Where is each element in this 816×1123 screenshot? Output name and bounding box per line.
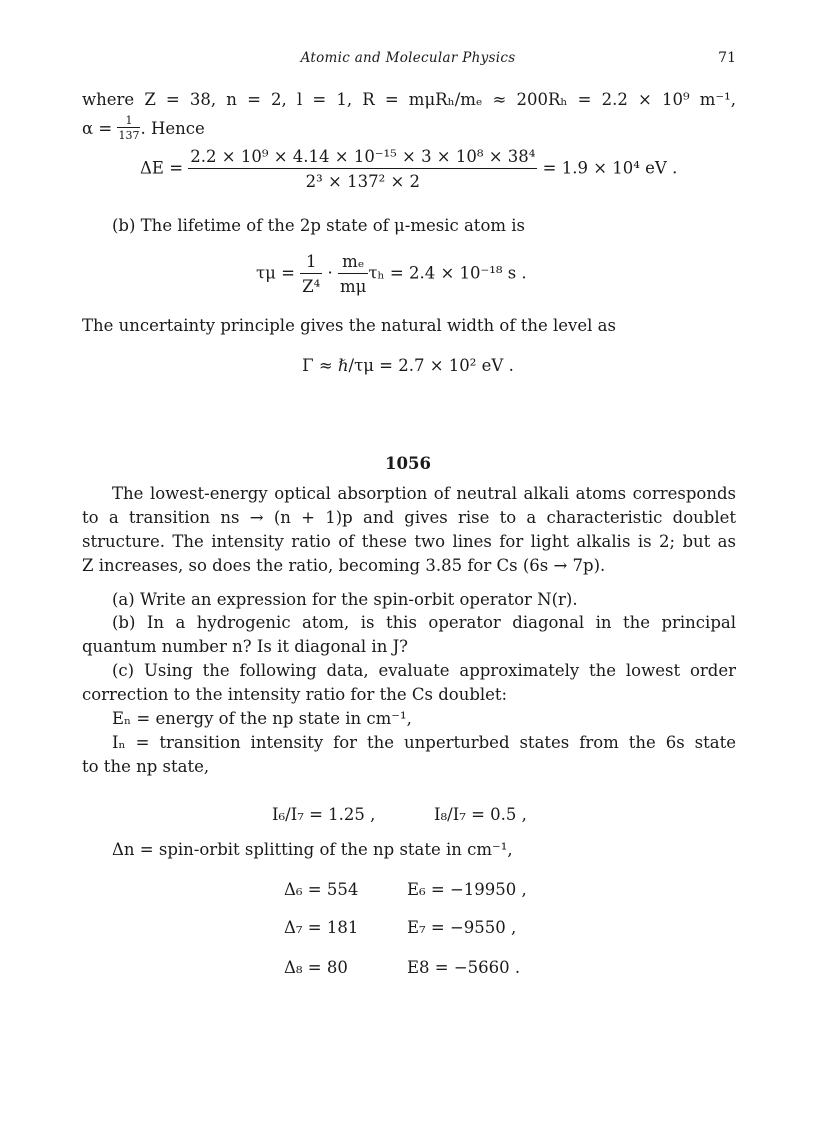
table-delta: Δ₆ = 554 — [284, 880, 359, 899]
equation-gamma: Γ ≈ ℏ/τμ = 2.7 × 10² eV . — [302, 356, 514, 375]
equation-rhs: = 1.9 × 10⁴ eV . — [542, 158, 678, 178]
fraction-numerator: mₑ — [338, 252, 368, 274]
definition-delta-n: Δn = spin-orbit splitting of the np state in cm⁻¹, — [112, 840, 513, 859]
running-header-title: Atomic and Molecular Physics — [300, 50, 516, 66]
fraction-denominator: mμ — [340, 277, 367, 296]
alpha-fraction — [117, 114, 140, 142]
ratio-i6-i7: I₆/I₇ = 1.25 , — [272, 805, 376, 824]
ratio-i8-i7: I₈/I₇ = 0.5 , — [434, 805, 527, 824]
fraction-denominator: Z⁴ — [302, 277, 321, 296]
part-b-line: quantum number n? Is it diagonal in J? — [82, 637, 409, 656]
problem-number: 1056 — [385, 454, 431, 473]
table-delta: Δ₇ = 181 — [284, 918, 359, 937]
part-a: (a) Write an expression for the spin-orbit operator N(r). — [112, 590, 578, 609]
equation-lhs: τμ = — [256, 263, 295, 283]
equation-tau — [256, 252, 527, 296]
dot-operator: · — [327, 263, 333, 283]
equation-fraction — [338, 252, 368, 296]
fraction-numerator: 2.2 × 10⁹ × 4.14 × 10⁻¹⁵ × 3 × 10⁸ × 38⁴ — [188, 147, 537, 169]
hence-text: . Hence — [140, 119, 205, 138]
part-c-line: correction to the intensity ratio for the Cs doublet: — [82, 685, 508, 704]
equation-fraction — [300, 252, 322, 296]
definition-in-line: to the np state, — [82, 757, 210, 776]
fraction-numerator: 1 — [300, 252, 322, 274]
fraction-denominator: 2³ × 137² × 2 — [305, 172, 421, 191]
part-b-line: (b) In a hydrogenic atom, is this operator diagonal in the principal — [112, 613, 736, 632]
equation-lhs: ΔE = — [140, 158, 184, 178]
intro-line: to a transition ns → (n + 1)p and gives rise to a characteristic doublet — [82, 508, 736, 527]
uncertainty-text: The uncertainty principle gives the natural width of the level as — [82, 316, 616, 335]
definition-in-line: Iₙ = transition intensity for the unperturbed states from the 6s state — [112, 733, 736, 752]
alpha-symbol: α = — [82, 119, 113, 138]
equation-delta-e — [140, 147, 677, 191]
table-energy: E8 = −5660 . — [407, 958, 521, 977]
intro-line: Z increases, so does the ratio, becoming 3.85 for Cs (6s → 7p). — [82, 556, 606, 575]
definition-en: Eₙ = energy of the np state in cm⁻¹, — [112, 709, 412, 728]
equation-fraction — [188, 147, 537, 191]
intro-line: The lowest-energy optical absorption of neutral alkali atoms corresponds — [112, 484, 736, 503]
equation-rhs: τₕ = 2.4 × 10⁻¹⁸ s . — [368, 263, 527, 283]
page-number: 71 — [718, 50, 736, 66]
table-energy: E₆ = −19950 , — [407, 880, 527, 899]
alpha-line — [82, 114, 736, 142]
fraction-denominator: 137 — [118, 129, 140, 142]
table-energy: E₇ = −9550 , — [407, 918, 517, 937]
table-delta: Δ₈ = 80 — [284, 958, 348, 977]
fraction-numerator: 1 — [117, 114, 140, 128]
part-c-line: (c) Using the following data, evaluate approximately the lowest order — [112, 661, 736, 680]
para-line: where Z = 38, n = 2, l = 1, R = mμRₕ/mₑ ≈ 200Rₕ = 2.2 × 10⁹ m⁻¹, — [82, 90, 736, 109]
intro-line: structure. The intensity ratio of these two lines for light alkalis is 2; but as — [82, 532, 736, 551]
part-b-lifetime-text: (b) The lifetime of the 2p state of μ-mesic atom is — [112, 216, 526, 235]
